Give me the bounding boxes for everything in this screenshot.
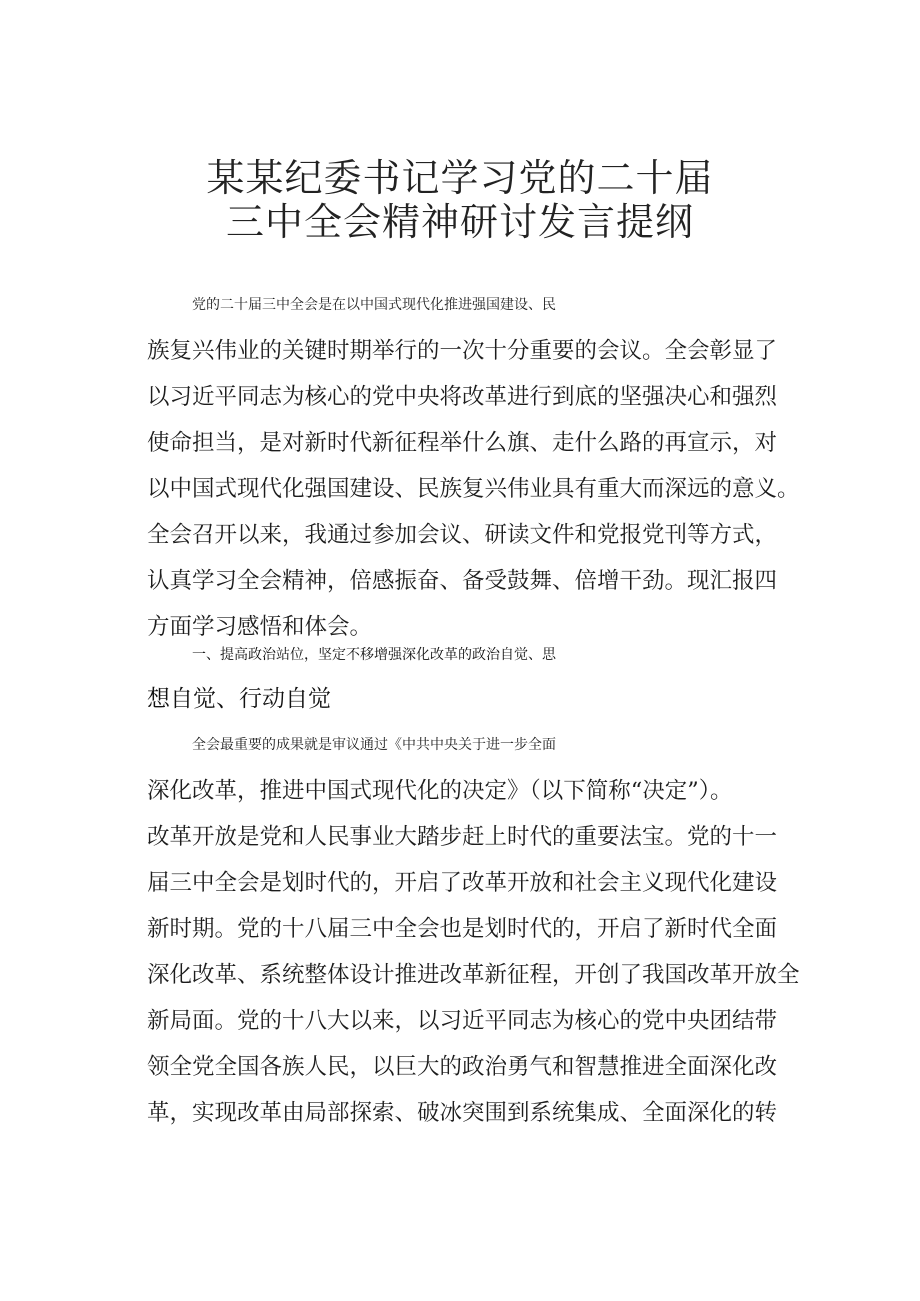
body-line: 改革开放是党和人民事业大踏步赶上时代的重要法宝。党的十一 — [147, 824, 778, 850]
intro-line: 以中国式现代化强国建设、民族复兴伟业具有重大而深远的意义。 — [147, 476, 800, 502]
body-line: 革，实现改革由局部探索、破冰突围到系统集成、全面深化的转 — [147, 1100, 778, 1126]
body-line: 全会最重要的成果就是审议通过《中共中央关于进一步全面 — [192, 737, 556, 753]
intro-line: 全会召开以来，我通过参加会议、研读文件和党报党刊等方式， — [147, 522, 778, 548]
body-line: 新局面。党的十八大以来，以习近平同志为核心的党中央团结带 — [147, 1008, 778, 1034]
intro-line: 方面学习感悟和体会。 — [147, 614, 373, 640]
body-line: 领全党全国各族人民，以巨大的政治勇气和智慧推进全面深化改 — [147, 1054, 778, 1080]
body-line: 深化改革、系统整体设计推进改革新征程，开创了我国改革开放全 — [147, 962, 800, 988]
body-line: 新时期。党的十八届三中全会也是划时代的，开启了新时代全面 — [147, 916, 778, 942]
intro-line: 族复兴伟业的关键时期举行的一次十分重要的会议。全会彰显了 — [147, 338, 778, 364]
intro-line: 党的二十届三中全会是在以中国式现代化推进强国建设、民 — [192, 297, 556, 313]
document-title-line-2: 三中全会精神研讨发言提纲 — [225, 200, 694, 244]
body-line: 深化改革，推进中国式现代化的决定》（以下简称“决定”）。 — [147, 778, 733, 804]
intro-line: 认真学习全会精神，倍感振奋、备受鼓舞、倍增干劲。现汇报四 — [147, 568, 778, 594]
document-title-line-1: 某某纪委书记学习党的二十届 — [206, 156, 714, 200]
intro-line: 使命担当，是对新时代新征程举什么旗、走什么路的再宣示，对 — [147, 430, 778, 456]
intro-line: 以习近平同志为核心的党中央将改革进行到底的坚强决心和强烈 — [147, 384, 778, 410]
section-heading-line: 想自觉、行动自觉 — [147, 686, 331, 712]
section-heading-line: 一、提高政治站位，坚定不移增强深化改革的政治自觉、思 — [192, 647, 556, 663]
body-line: 届三中全会是划时代的，开启了改革开放和社会主义现代化建设 — [147, 870, 778, 896]
